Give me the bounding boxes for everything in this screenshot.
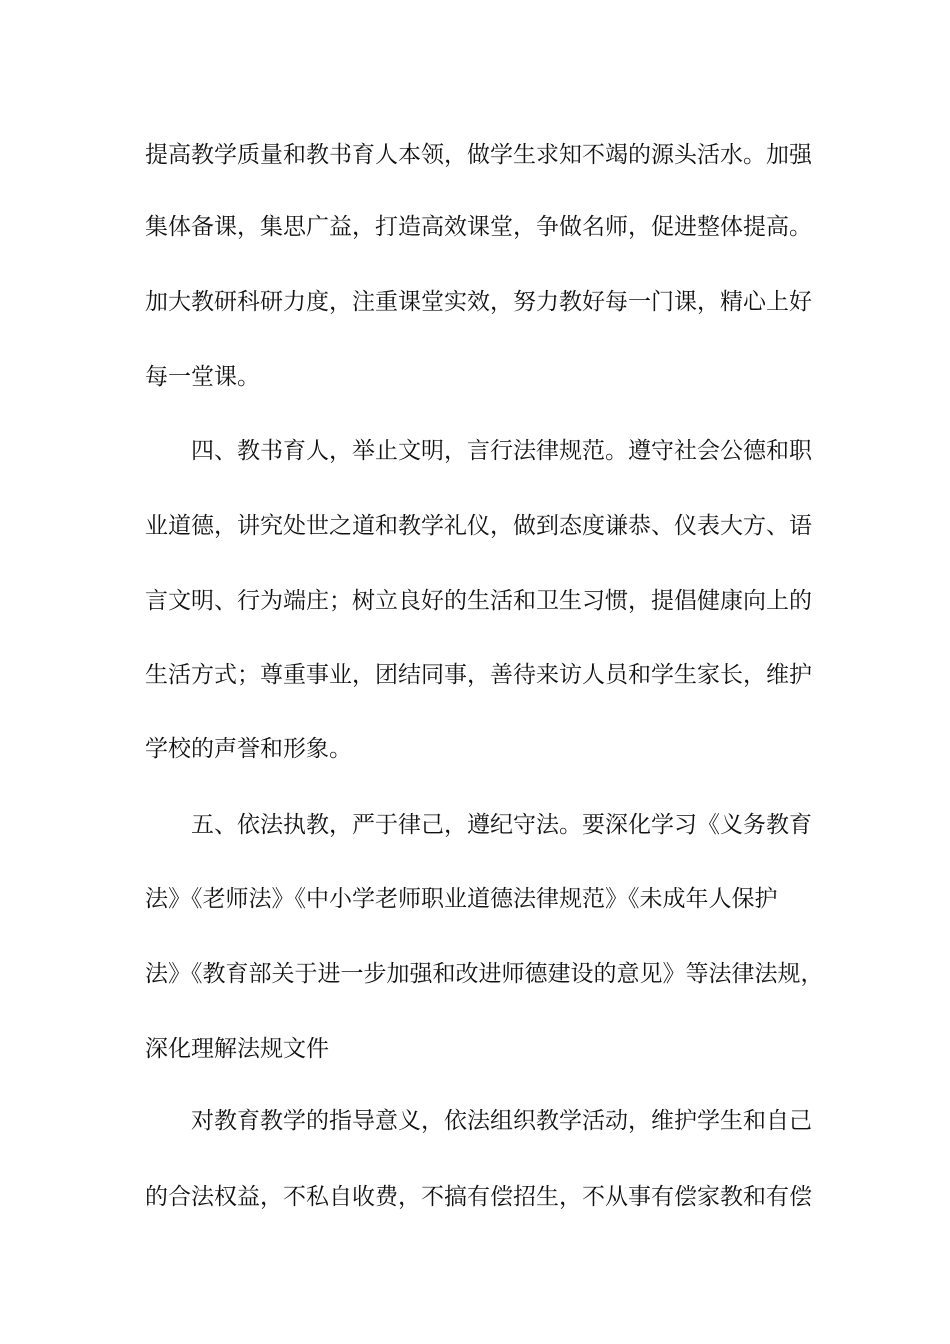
text-line: 提高教学质量和教书育人本领，做学生求知不竭的源头活水。加强 xyxy=(145,142,812,168)
text-line: 生活方式；尊重事业，团结同事，善待来访人员和学生家长，维护 xyxy=(145,662,812,688)
text-line: 业道德，讲究处世之道和教学礼仪，做到态度谦恭、仪表大方、语 xyxy=(145,513,812,539)
text-line: 集体备课，集思广益，打造高效课堂，争做名师，促进整体提高。 xyxy=(145,214,812,240)
text-line: 加大教研科研力度，注重课堂实效，努力教好每一门课，精心上好 xyxy=(145,289,812,315)
paragraph-start-line: 对教育教学的指导意义，依法组织教学活动，维护学生和自己 xyxy=(191,1108,812,1134)
text-line: 学校的声誉和形象。 xyxy=(145,736,352,762)
text-line: 言文明、行为端庄；树立良好的生活和卫生习惯，提倡健康向上的 xyxy=(145,588,812,614)
paragraph-start-line: 五、依法执教，严于律己，遵纪守法。要深化学习《义务教育 xyxy=(191,812,812,838)
text-line: 的合法权益，不私自收费，不搞有偿招生，不从事有偿家教和有偿 xyxy=(145,1184,812,1210)
text-line: 法》《教育部关于进一步加强和改进师德建设的意见》等法律法规， xyxy=(145,961,824,987)
text-line: 深化理解法规文件 xyxy=(145,1036,329,1062)
paragraph-start-line: 四、教书育人，举止文明，言行法律规范。遵守社会公德和职 xyxy=(191,438,812,464)
text-line: 法》《老师法》《中小学老师职业道德法律规范》《未成年人保护 xyxy=(145,886,778,912)
text-line: 每一堂课。 xyxy=(145,364,260,390)
